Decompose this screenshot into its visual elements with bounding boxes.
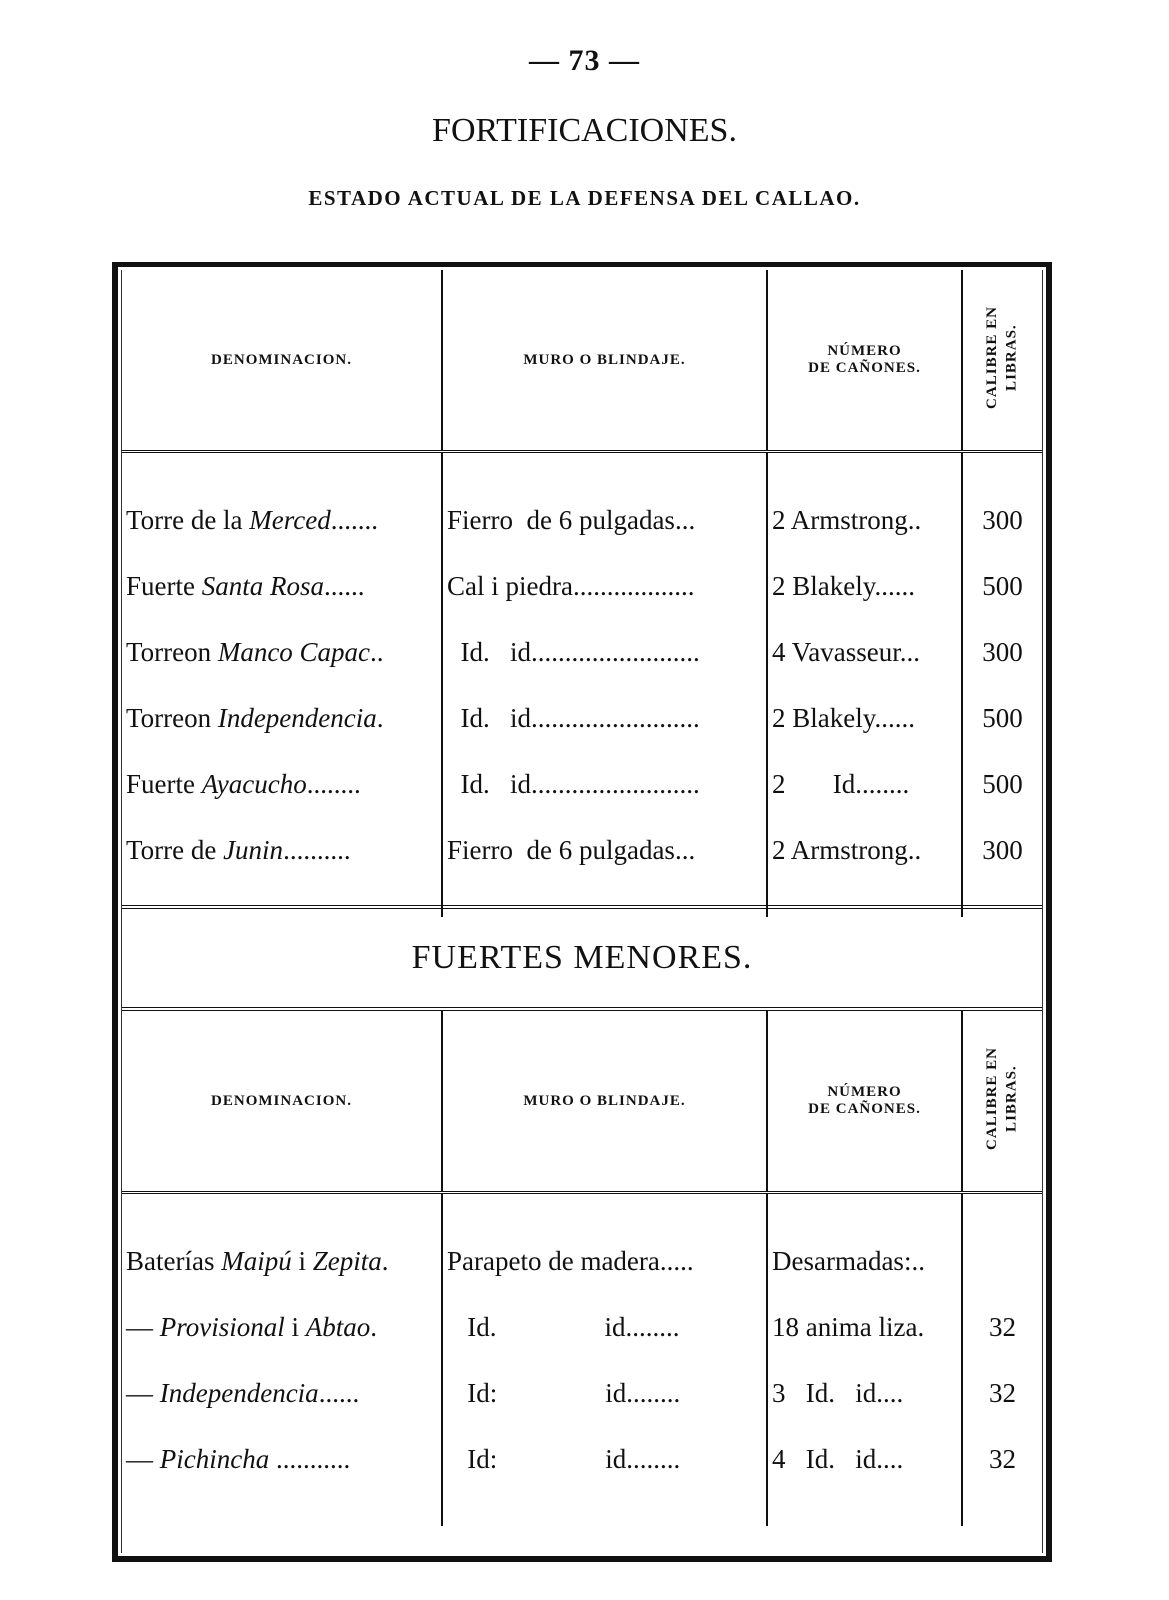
header-muro: MURO O BLINDAJE. bbox=[442, 270, 767, 452]
table-frame bbox=[112, 262, 1052, 1562]
cell-canones: Desarmadas:.. bbox=[767, 1228, 962, 1294]
header-muro: MURO O BLINDAJE. bbox=[442, 1011, 767, 1193]
table-row bbox=[122, 487, 1042, 553]
cell-calibre: 500 bbox=[982, 768, 1023, 799]
cell-canones: 2 Armstrong.. bbox=[767, 817, 962, 883]
denominacion-name2: Abtao bbox=[305, 1311, 371, 1342]
table-row bbox=[122, 1426, 1042, 1492]
cell-muro: Fierro de 6 pulgadas... bbox=[442, 487, 767, 553]
denominacion-suffix: ........... bbox=[269, 1443, 351, 1474]
cell-muro: Id. id......................... bbox=[442, 685, 767, 751]
header-numero-line2: DE CAÑONES. bbox=[808, 1101, 921, 1117]
denominacion-suffix: ...... bbox=[318, 1377, 360, 1408]
table-row bbox=[122, 751, 1042, 817]
cell-calibre: 32 bbox=[989, 1311, 1016, 1342]
denominacion-prefix: Baterías bbox=[126, 1245, 222, 1276]
denominacion-suffix: . bbox=[376, 702, 384, 733]
denominacion-prefix: Torreon bbox=[126, 702, 218, 733]
cell-calibre: 300 bbox=[982, 504, 1023, 535]
table-row bbox=[122, 685, 1042, 751]
header-row bbox=[122, 270, 1042, 452]
cell-calibre: 32 bbox=[989, 1377, 1016, 1408]
cell-muro: Parapeto de madera..... bbox=[442, 1228, 767, 1294]
denominacion-name: Independencia bbox=[217, 702, 377, 733]
denominacion-name: Manco Capac bbox=[217, 636, 371, 667]
main-table-body bbox=[122, 487, 1042, 883]
cell-muro: Cal i piedra.................. bbox=[442, 553, 767, 619]
table-row bbox=[122, 1360, 1042, 1426]
header-numero-line1: NÚMERO bbox=[827, 343, 902, 359]
cell-denominacion bbox=[122, 1360, 442, 1426]
header-calibre-line2: LIBRAS. bbox=[1003, 324, 1020, 391]
denominacion-name: Pichincha bbox=[159, 1443, 270, 1474]
denominacion-name: Santa Rosa bbox=[201, 570, 324, 601]
denominacion-prefix: Fuerte bbox=[126, 768, 202, 799]
cell-muro: Id. id........ bbox=[442, 1294, 767, 1360]
table-row bbox=[122, 817, 1042, 883]
cell-denominacion bbox=[122, 619, 442, 685]
section-title-fuertes-menores: FUERTES MENORES. bbox=[122, 905, 1042, 1011]
header-numero-line1: NÚMERO bbox=[827, 1084, 902, 1100]
table-row bbox=[122, 1294, 1042, 1360]
header-denominacion: DENOMINACION. bbox=[122, 270, 442, 452]
cell-calibre: 500 bbox=[982, 570, 1023, 601]
cell-denominacion bbox=[122, 553, 442, 619]
cell-muro: Id. id......................... bbox=[442, 619, 767, 685]
table-row bbox=[122, 553, 1042, 619]
denominacion-mid: i bbox=[284, 1311, 306, 1342]
page-title: FORTIFICACIONES. bbox=[432, 112, 737, 149]
cell-muro: Id: id........ bbox=[442, 1360, 767, 1426]
denominacion-prefix: — bbox=[126, 1443, 160, 1474]
page-subtitle: ESTADO ACTUAL DE LA DEFENSA DEL CALLAO. bbox=[308, 186, 861, 210]
cell-calibre: 32 bbox=[989, 1443, 1016, 1474]
cell-denominacion bbox=[122, 1294, 442, 1360]
denominacion-prefix: Torre de bbox=[126, 834, 224, 865]
header-numero bbox=[767, 270, 962, 452]
denominacion-name2: Zepita bbox=[312, 1245, 382, 1276]
cell-canones: 4 Vavasseur... bbox=[767, 619, 962, 685]
cell-canones: 2 Blakely...... bbox=[767, 685, 962, 751]
denominacion-name: Provisional bbox=[159, 1311, 285, 1342]
header-numero-line2: DE CAÑONES. bbox=[808, 360, 921, 376]
cell-denominacion bbox=[122, 751, 442, 817]
denominacion-name: Ayacucho bbox=[201, 768, 307, 799]
header-calibre bbox=[962, 270, 1042, 452]
denominacion-name: Merced bbox=[249, 504, 331, 535]
cell-canones: 2 Armstrong.. bbox=[767, 487, 962, 553]
cell-denominacion bbox=[122, 1426, 442, 1492]
header-denominacion: DENOMINACION. bbox=[122, 1011, 442, 1193]
denominacion-suffix: ...... bbox=[324, 570, 365, 601]
denominacion-suffix: . bbox=[381, 1245, 389, 1276]
denominacion-prefix: — bbox=[126, 1311, 160, 1342]
cell-denominacion bbox=[122, 1228, 442, 1294]
cell-calibre: 300 bbox=[982, 834, 1023, 865]
denominacion-prefix: Fuerte bbox=[126, 570, 202, 601]
cell-canones: 3 Id. id.... bbox=[767, 1360, 962, 1426]
cell-denominacion bbox=[122, 685, 442, 751]
header-calibre-line1: CALIBRE EN bbox=[984, 306, 1000, 409]
cell-canones: 18 anima liza. bbox=[767, 1294, 962, 1360]
denominacion-mid: i bbox=[291, 1245, 313, 1276]
denominacion-suffix: ....... bbox=[330, 504, 378, 535]
cell-calibre: 300 bbox=[982, 636, 1023, 667]
cell-canones: 4 Id. id.... bbox=[767, 1426, 962, 1492]
cell-calibre: 500 bbox=[982, 702, 1023, 733]
header-numero bbox=[767, 1011, 962, 1193]
main-fortifications-table bbox=[122, 270, 1042, 917]
denominacion-prefix: Torre de la bbox=[126, 504, 250, 535]
table-row bbox=[122, 1228, 1042, 1294]
header-row bbox=[122, 1011, 1042, 1193]
cell-muro: Fierro de 6 pulgadas... bbox=[442, 817, 767, 883]
header-calibre-line2: LIBRAS. bbox=[1003, 1065, 1020, 1132]
header-calibre bbox=[962, 1011, 1042, 1193]
cell-denominacion bbox=[122, 487, 442, 553]
denominacion-prefix: — bbox=[126, 1377, 160, 1408]
denominacion-suffix: .......... bbox=[283, 834, 351, 865]
denominacion-suffix: .. bbox=[370, 636, 384, 667]
cell-calibre bbox=[962, 1228, 1042, 1294]
table-row bbox=[122, 619, 1042, 685]
denominacion-suffix: . bbox=[370, 1311, 378, 1342]
header-calibre-line1: CALIBRE EN bbox=[984, 1047, 1000, 1150]
denominacion-prefix: Torreon bbox=[126, 636, 218, 667]
denominacion-name: Independencia bbox=[159, 1377, 319, 1408]
page-number: — 73 — bbox=[529, 44, 640, 77]
cell-muro: Id. id......................... bbox=[442, 751, 767, 817]
cell-canones: 2 Blakely...... bbox=[767, 553, 962, 619]
cell-denominacion bbox=[122, 817, 442, 883]
denominacion-suffix: ........ bbox=[306, 768, 361, 799]
cell-canones: 2 Id........ bbox=[767, 751, 962, 817]
table-inner-border bbox=[121, 270, 1043, 1553]
cell-muro: Id: id........ bbox=[442, 1426, 767, 1492]
denominacion-name: Maipú bbox=[221, 1245, 292, 1276]
minor-table-body bbox=[122, 1228, 1042, 1492]
minor-forts-table bbox=[122, 1011, 1042, 1526]
denominacion-name: Junin bbox=[223, 834, 284, 865]
